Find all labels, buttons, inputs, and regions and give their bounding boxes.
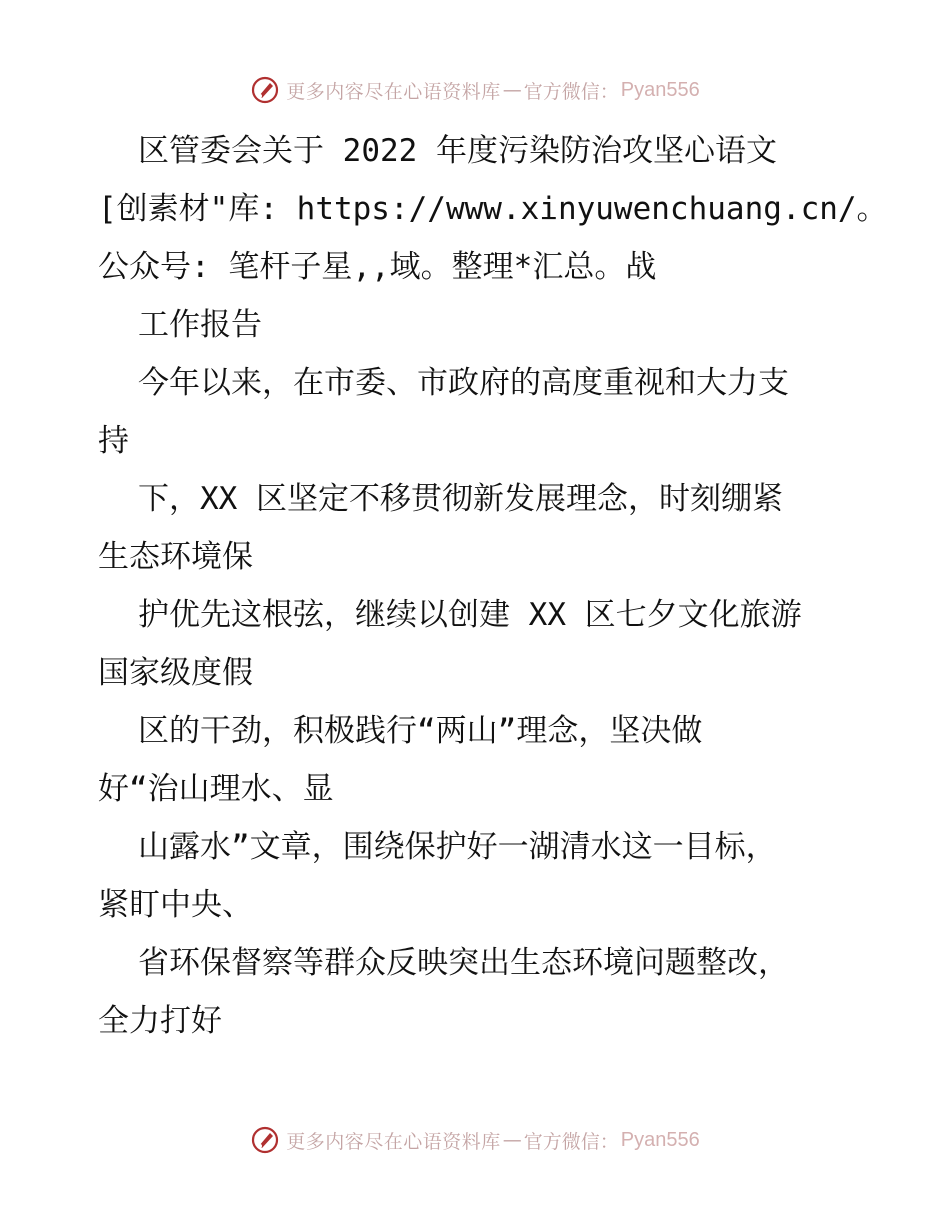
header-watermark xyxy=(0,70,950,110)
watermark-wechat-label: 官方微信： xyxy=(523,1130,619,1153)
paragraph-line: 生态环境保 xyxy=(98,539,253,575)
paragraph-line: 护优先这根弦，继续以创建 XX 区七夕文化旅游 xyxy=(138,597,802,633)
paragraph-line: 下，XX 区坚定不移贯彻新发展理念，时刻绷紧 xyxy=(138,481,783,517)
paragraph-line: 全力打好 xyxy=(98,1003,222,1039)
brush-logo-icon xyxy=(250,75,280,105)
document-body xyxy=(98,122,918,1050)
paragraph-line: 工作报告 xyxy=(138,307,262,343)
paragraph-line: 公众号: 笔杆子星,,域。整理*汇总。战 xyxy=(98,249,657,285)
watermark-separator: — xyxy=(502,1129,522,1151)
watermark-main-text: 更多内容尽在心语资料库 xyxy=(286,80,501,103)
paragraph-line: 紧盯中央、 xyxy=(98,887,253,923)
watermark-main-text: 更多内容尽在心语资料库 xyxy=(286,1130,501,1153)
paragraph-line: 好“治山理水、显 xyxy=(98,771,334,807)
paragraph-line: 区管委会关于 2022 年度污染防治攻坚心语文 xyxy=(138,133,777,169)
watermark-separator: — xyxy=(502,79,522,101)
brush-logo-icon xyxy=(250,1125,280,1155)
watermark-wechat-label: 官方微信： xyxy=(523,80,619,103)
paragraph-line: 今年以来，在市委、市政府的高度重视和大力支 xyxy=(138,365,789,401)
watermark-wechat-id: Pyan556 xyxy=(620,1128,700,1151)
paragraph-line: 持 xyxy=(98,423,129,459)
paragraph-line: 区的干劲，积极践行“两山”理念，坚决做 xyxy=(138,713,703,749)
watermark-wechat-id: Pyan556 xyxy=(620,78,700,101)
paragraph-line: 国家级度假 xyxy=(98,655,253,691)
paragraph-line: 省环保督察等群众反映突出生态环境问题整改， xyxy=(138,945,789,981)
paragraph-line: [创素材"库: https://www.xinyuwenchuang.cn/。 xyxy=(98,191,888,227)
footer-watermark xyxy=(0,1120,950,1160)
paragraph-line: 山露水”文章，围绕保护好一湖清水这一目标， xyxy=(138,829,777,865)
